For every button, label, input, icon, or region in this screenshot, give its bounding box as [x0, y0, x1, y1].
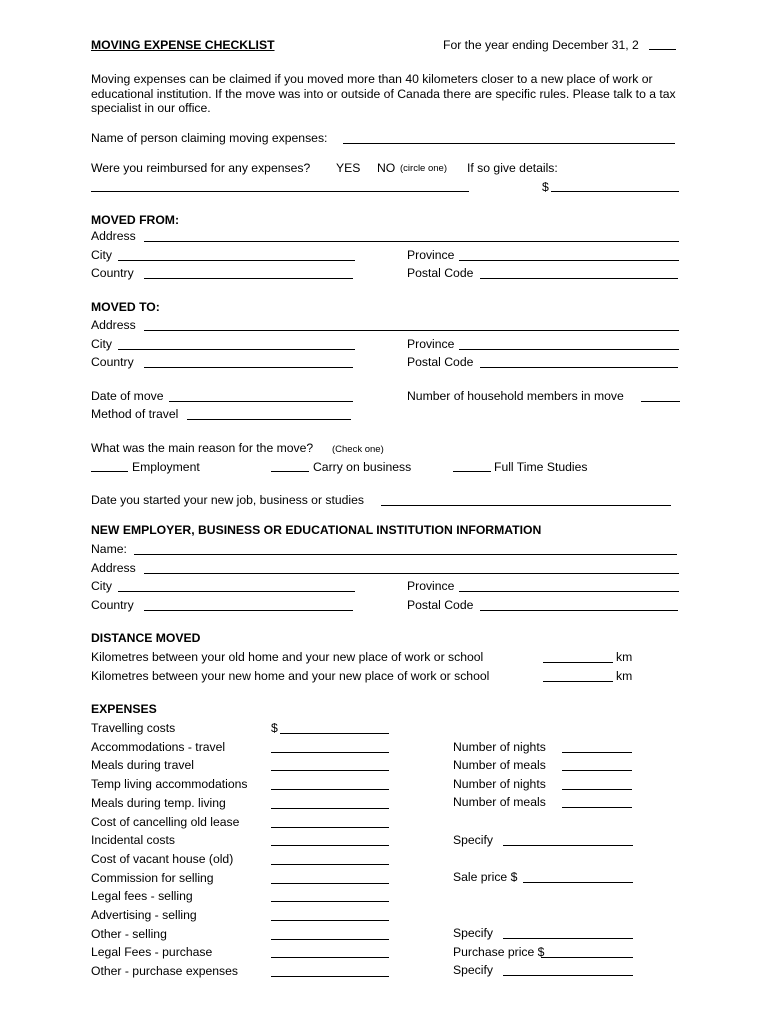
employer-name-label: Name: — [91, 542, 127, 556]
to-province-field[interactable] — [459, 349, 679, 350]
intro-paragraph: Moving expenses can be claimed if you moved more than 40 kilometers closer to a new place of work or educational institution. If the move was into or outside of Canada there are specific rules. Please talk to a tax specialist in our office. — [91, 72, 676, 115]
expense-label: Incidental costs — [91, 833, 176, 847]
other-purchase-specify-label: Specify — [453, 963, 493, 977]
household-members-field[interactable] — [641, 401, 680, 402]
expense-amount-field[interactable] — [271, 920, 389, 921]
distance-old-home-field[interactable] — [543, 662, 613, 663]
expense-label: Travelling costs — [91, 721, 176, 735]
method-of-travel-label: Method of travel — [91, 407, 179, 421]
form-title: MOVING EXPENSE CHECKLIST — [91, 38, 275, 52]
to-city-label: City — [91, 337, 112, 351]
expense-amount-field[interactable] — [271, 845, 389, 846]
to-country-label: Country — [91, 355, 134, 369]
expense-label: Advertising - selling — [91, 908, 197, 922]
details-field[interactable] — [91, 191, 469, 192]
employer-address-field[interactable] — [144, 573, 679, 574]
sale-price-field[interactable] — [523, 882, 633, 883]
moved-to-title: MOVED TO: — [91, 300, 160, 314]
employer-province-field[interactable] — [459, 591, 679, 592]
from-province-label: Province — [407, 248, 455, 262]
employment-option-label: Employment — [132, 460, 200, 474]
to-province-label: Province — [407, 337, 455, 351]
expense-label: Temp living accommodations — [91, 777, 248, 791]
method-of-travel-field[interactable] — [187, 419, 351, 420]
distance-new-home-unit: km — [616, 669, 633, 683]
employer-postal-label: Postal Code — [407, 598, 474, 612]
from-city-field[interactable] — [118, 260, 355, 261]
employer-postal-field[interactable] — [480, 610, 678, 611]
employment-checkbox[interactable] — [91, 471, 128, 472]
employer-city-field[interactable] — [118, 591, 355, 592]
expense-amount-field[interactable] — [271, 808, 389, 809]
employer-name-field[interactable] — [134, 554, 677, 555]
other-selling-specify-label: Specify — [453, 926, 493, 940]
sale-price-label: Sale price $ — [453, 870, 518, 884]
moved-from-title: MOVED FROM: — [91, 213, 180, 227]
temp-meals-field[interactable] — [562, 807, 632, 808]
expense-amount-field[interactable] — [271, 864, 389, 865]
check-one-hint: (Check one) — [332, 444, 384, 455]
business-checkbox[interactable] — [271, 471, 309, 472]
travel-meals-label: Number of meals — [453, 758, 546, 772]
distance-old-home-label: Kilometres between your old home and your new place of work or school — [91, 650, 484, 664]
to-postal-field[interactable] — [480, 367, 678, 368]
incidental-specify-label: Specify — [453, 833, 493, 847]
new-employer-title: NEW EMPLOYER, BUSINESS OR EDUCATIONAL INSTITUTION INFORMATION — [91, 523, 542, 537]
temp-meals-label: Number of meals — [453, 795, 546, 809]
to-address-field[interactable] — [144, 330, 679, 331]
from-address-label: Address — [91, 229, 136, 243]
other-purchase-specify-field[interactable] — [503, 975, 633, 976]
from-postal-label: Postal Code — [407, 266, 474, 280]
expense-label: Other - selling — [91, 927, 167, 941]
to-address-label: Address — [91, 318, 136, 332]
expense-amount-field[interactable] — [271, 789, 389, 790]
to-postal-label: Postal Code — [407, 355, 474, 369]
employer-country-label: Country — [91, 598, 134, 612]
expense-amount-field[interactable] — [271, 770, 389, 771]
expense-label: Other - purchase expenses — [91, 964, 239, 978]
expense-amount-field[interactable] — [271, 939, 389, 940]
expenses-title: EXPENSES — [91, 702, 157, 716]
other-selling-specify-field[interactable] — [503, 938, 633, 939]
expense-amount-field[interactable] — [271, 957, 389, 958]
to-city-field[interactable] — [118, 349, 355, 350]
expense-amount-field[interactable] — [271, 883, 389, 884]
studies-checkbox[interactable] — [453, 471, 491, 472]
expense-label: Cost of vacant house (old) — [91, 852, 234, 866]
reimbursed-dollar-sign: $ — [542, 180, 549, 194]
expense-amount-field[interactable] — [280, 733, 389, 734]
distance-title: DISTANCE MOVED — [91, 631, 201, 645]
employer-country-field[interactable] — [144, 610, 353, 611]
details-label: If so give details: — [467, 161, 558, 175]
purchase-price-label: Purchase price $ — [453, 945, 545, 959]
reimbursed-question: Were you reimbursed for any expenses? — [91, 161, 311, 175]
purchase-price-field[interactable] — [541, 957, 633, 958]
expense-amount-field[interactable] — [271, 827, 389, 828]
accommodation-nights-label: Number of nights — [453, 740, 546, 754]
expense-label: Meals during temp. living — [91, 796, 226, 810]
temp-nights-label: Number of nights — [453, 777, 546, 791]
date-of-move-label: Date of move — [91, 389, 164, 403]
incidental-specify-field[interactable] — [503, 845, 633, 846]
reimbursed-no[interactable]: NO — [377, 161, 396, 175]
expense-amount-field[interactable] — [271, 901, 389, 902]
expense-label: Meals during travel — [91, 758, 194, 772]
studies-option-label: Full Time Studies — [494, 460, 588, 474]
expense-label: Legal fees - selling — [91, 889, 193, 903]
date-of-move-field[interactable] — [169, 401, 353, 402]
claimant-field[interactable] — [343, 143, 675, 144]
circle-one-hint: (circle one) — [400, 163, 447, 174]
accommodation-nights-field[interactable] — [562, 752, 632, 753]
distance-new-home-field[interactable] — [543, 681, 613, 682]
expense-label: Accommodations - travel — [91, 740, 226, 754]
distance-new-home-label: Kilometres between your new home and your new place of work or school — [91, 669, 490, 683]
reason-question: What was the main reason for the move? — [91, 441, 314, 455]
start-date-label: Date you started your new job, business or studies — [91, 493, 365, 507]
expense-label: Legal Fees - purchase — [91, 945, 213, 959]
expenses-dollar-sign: $ — [271, 721, 278, 735]
reimbursed-yes[interactable]: YES — [336, 161, 361, 175]
year-ending-label: For the year ending December 31, 2 — [443, 38, 639, 52]
to-country-field[interactable] — [144, 367, 353, 368]
employer-city-label: City — [91, 579, 112, 593]
business-option-label: Carry on business — [313, 460, 412, 474]
household-members-label: Number of household members in move — [407, 389, 624, 403]
from-address-field[interactable] — [144, 241, 679, 242]
reimbursed-amount-field[interactable] — [551, 191, 679, 192]
from-city-label: City — [91, 248, 112, 262]
claimant-label: Name of person claiming moving expenses: — [91, 131, 328, 145]
expense-label: Commission for selling — [91, 871, 214, 885]
year-field[interactable] — [649, 49, 676, 50]
employer-address-label: Address — [91, 561, 136, 575]
travel-meals-field[interactable] — [562, 770, 632, 771]
expense-amount-field[interactable] — [271, 752, 389, 753]
employer-province-label: Province — [407, 579, 455, 593]
from-country-label: Country — [91, 266, 134, 280]
from-province-field[interactable] — [459, 260, 679, 261]
temp-nights-field[interactable] — [562, 789, 632, 790]
expense-amount-field[interactable] — [271, 976, 389, 977]
expense-label: Cost of cancelling old lease — [91, 815, 240, 829]
distance-old-home-unit: km — [616, 650, 633, 664]
from-postal-field[interactable] — [480, 278, 678, 279]
from-country-field[interactable] — [144, 278, 353, 279]
start-date-field[interactable] — [381, 505, 671, 506]
